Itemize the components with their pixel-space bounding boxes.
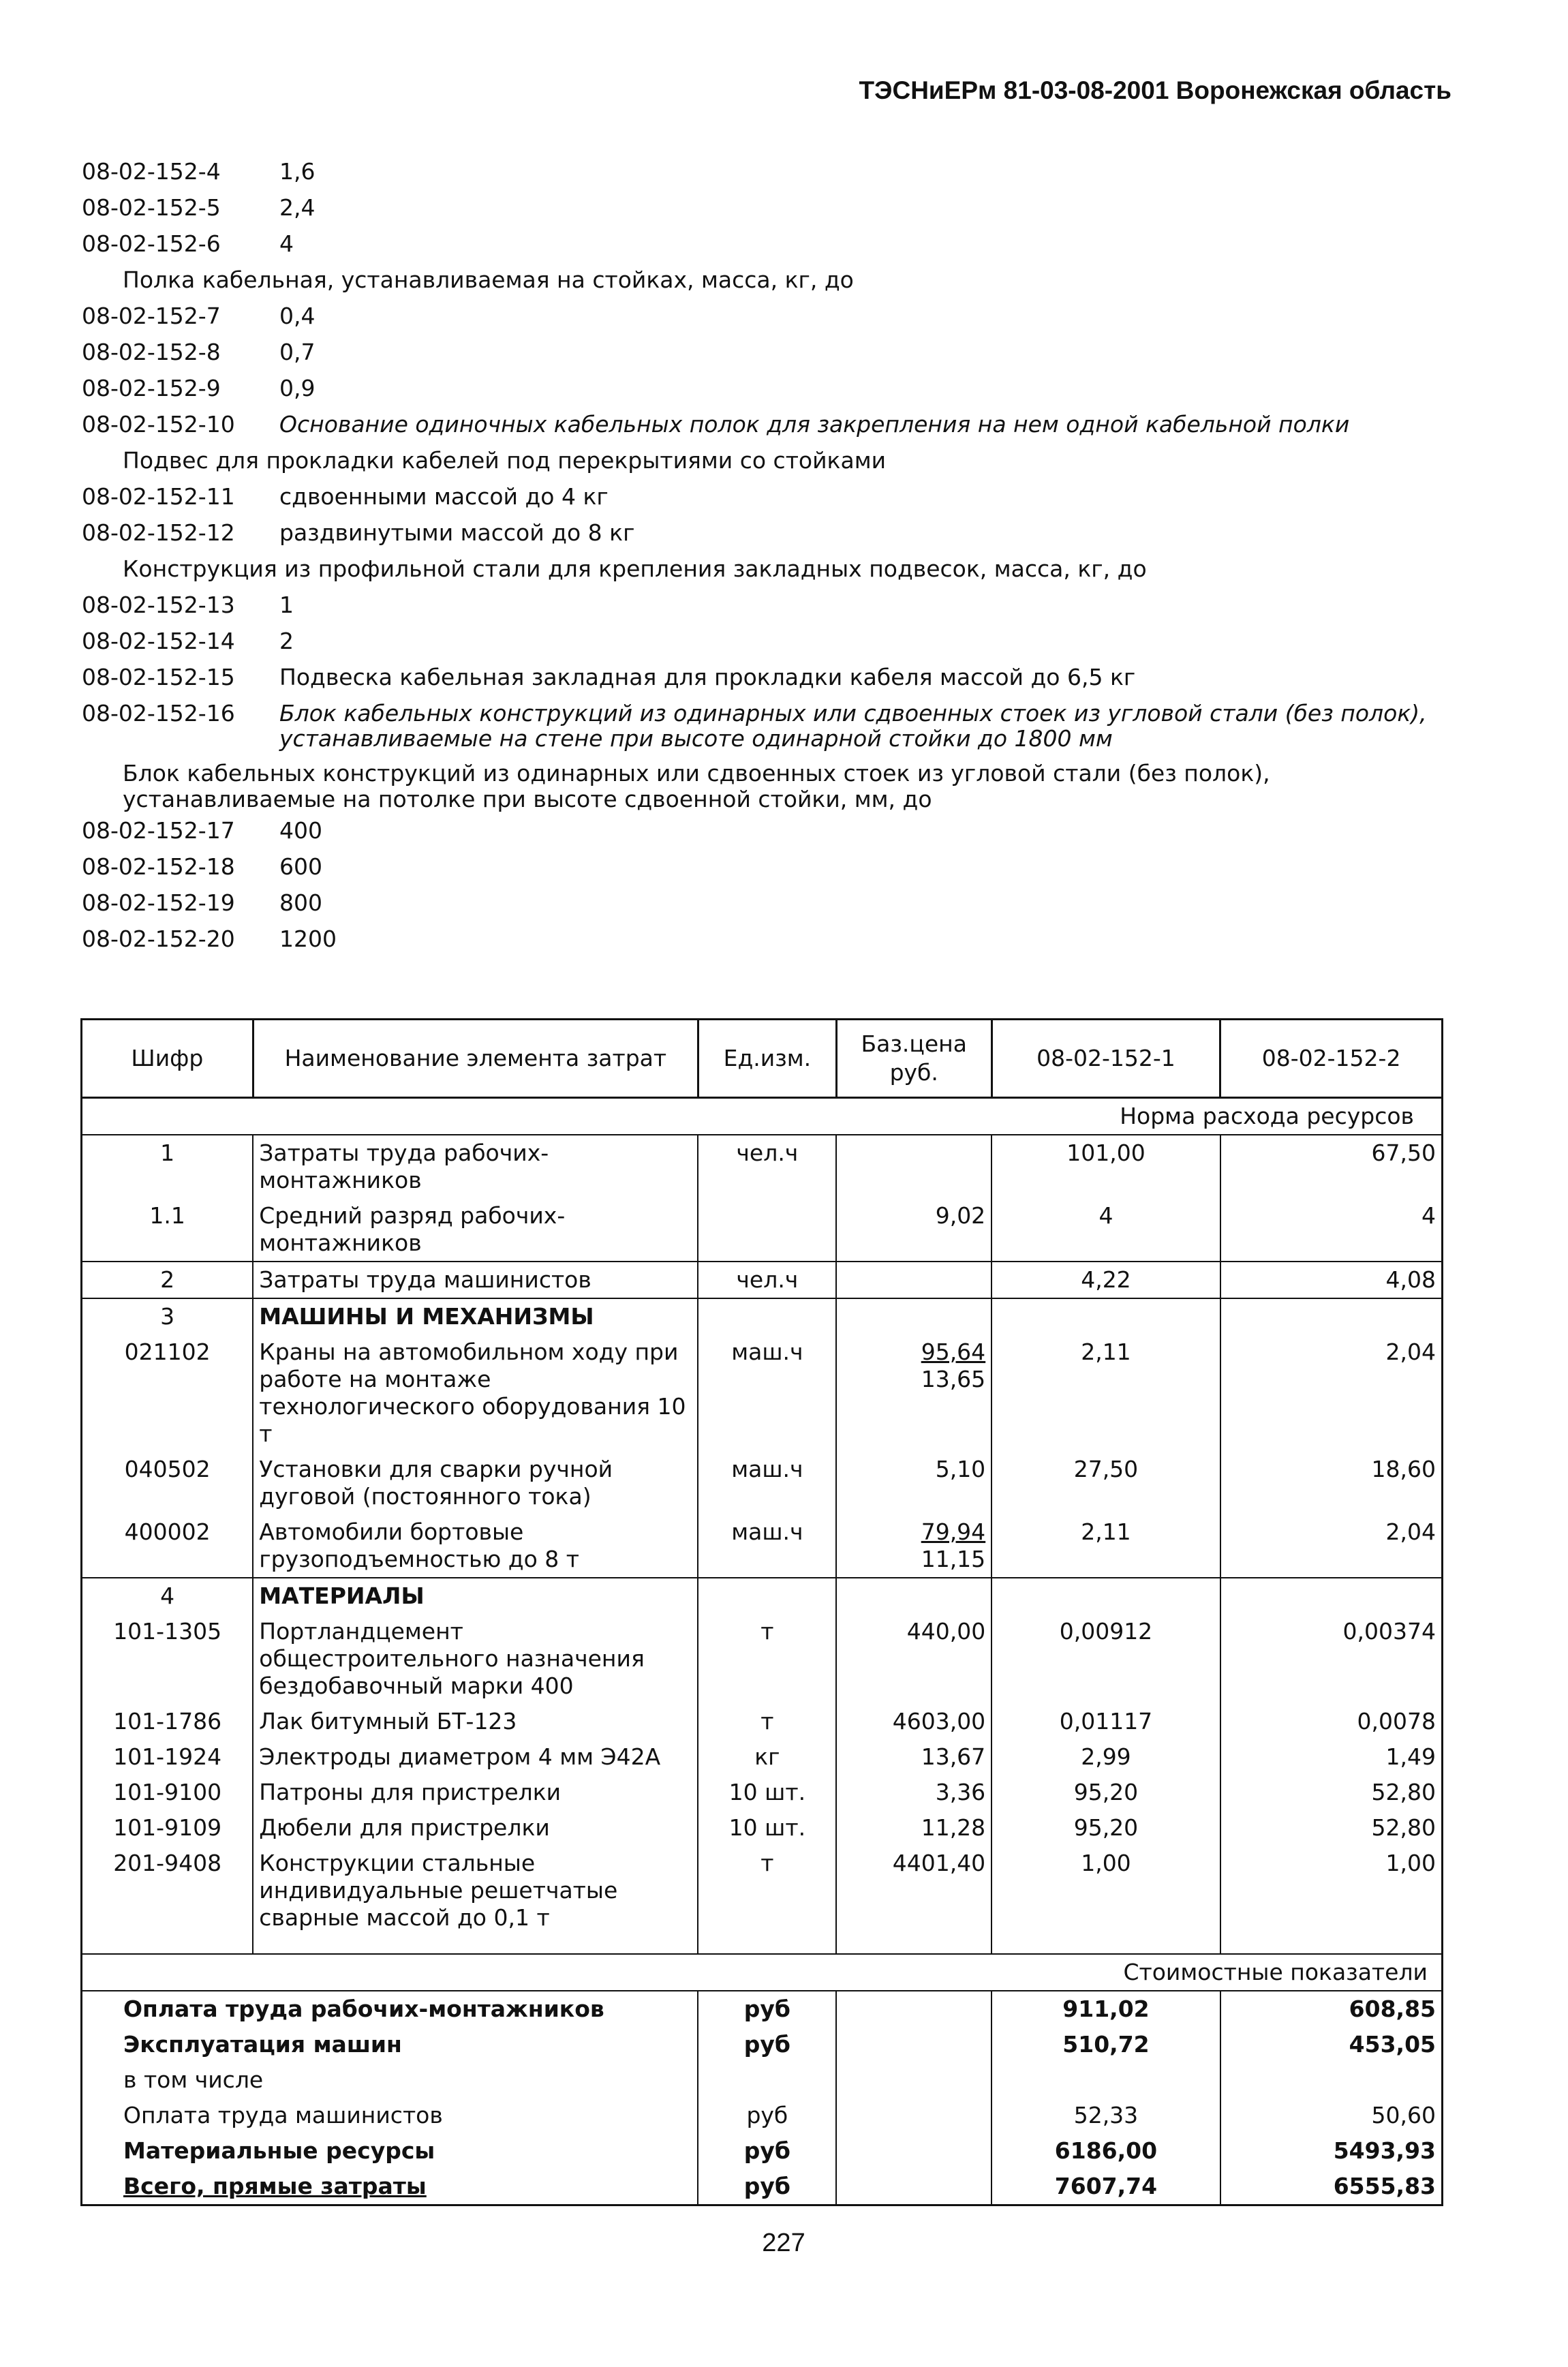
row-value-2: 1,00 (1220, 1846, 1443, 1936)
row-price-value: 9,02 (935, 1202, 986, 1229)
list-item-code: 08-02-152-10 (82, 411, 235, 438)
header-col2: 08-02-152-2 (1220, 1020, 1443, 1098)
summary-unit: руб (698, 2133, 836, 2169)
row-value-1: 4,22 (991, 1262, 1220, 1298)
list-item (82, 153, 1465, 189)
row-value-1: 95,20 (991, 1775, 1220, 1810)
list-item-code: 08-02-152-9 (82, 375, 221, 401)
row-price (836, 1514, 991, 1578)
row-code: 1 (82, 1135, 253, 1198)
row-unit: 10 шт. (698, 1775, 836, 1810)
row-price (836, 1135, 991, 1198)
summary-value-1: 52,33 (991, 2098, 1220, 2133)
row-value-2: 2,04 (1220, 1334, 1443, 1452)
row-code: 4 (82, 1578, 253, 1614)
row-code: 201-9408 (82, 1846, 253, 1936)
table-header-row (82, 1020, 1443, 1098)
summary-value-2: 6555,83 (1220, 2169, 1443, 2205)
page-number: 227 (762, 2229, 805, 2257)
list-item-code: 08-02-152-19 (82, 889, 235, 916)
row-unit: маш.ч (698, 1452, 836, 1514)
summary-label: Оплата труда рабочих-монтажников (82, 1991, 698, 2027)
row-code: 3 (82, 1298, 253, 1334)
row-value-1: 0,01117 (991, 1704, 1220, 1739)
list-item-code: 08-02-152-11 (82, 483, 235, 510)
header-col1: 08-02-152-1 (991, 1020, 1220, 1098)
list-item-text: 800 (279, 889, 322, 916)
cost-label: Стоимостные показатели (82, 1954, 1443, 1991)
summary-label: Оплата труда машинистов (82, 2098, 698, 2133)
list-item-code: 08-02-152-15 (82, 664, 235, 690)
summary-value-1: 6186,00 (991, 2133, 1220, 2169)
summary-unit: руб (698, 2027, 836, 2062)
norm-label: Норма расхода ресурсов (82, 1098, 1443, 1135)
row-price (836, 1846, 991, 1936)
row-unit: т (698, 1846, 836, 1936)
row-value-1: 2,11 (991, 1514, 1220, 1578)
row-code: 021102 (82, 1334, 253, 1452)
summary-row (82, 2169, 1443, 2205)
row-value-1: 95,20 (991, 1810, 1220, 1846)
row-name: Автомобили бортовые грузоподъемностью до 8 т (253, 1514, 698, 1578)
row-value-2: 0,00374 (1220, 1614, 1443, 1704)
summary-row (82, 2098, 1443, 2133)
list-item (82, 334, 1465, 370)
row-unit: т (698, 1614, 836, 1704)
list-item-text: 1200 (279, 926, 337, 952)
header-name: Наименование элемента затрат (253, 1020, 698, 1098)
row-unit: маш.ч (698, 1514, 836, 1578)
row-price-value: 79,94 (921, 1518, 986, 1545)
summary-value-1: 911,02 (991, 1991, 1220, 2027)
document-header: ТЭСНиЕРм 81-03-08-2001 Воронежская область (859, 76, 1451, 104)
summary-price (836, 2098, 991, 2133)
list-item-text: 4 (279, 230, 294, 257)
list-item (82, 587, 1465, 623)
list-item (82, 623, 1465, 659)
list-item-text: 1,6 (279, 158, 316, 185)
list-item (82, 515, 1465, 551)
code-list (82, 153, 1465, 957)
list-item-code: 08-02-152-7 (82, 303, 221, 329)
table-row (82, 1578, 1443, 1614)
table-row (82, 1262, 1443, 1298)
summary-label: Материальные ресурсы (82, 2133, 698, 2169)
list-item (82, 478, 1465, 515)
summary-value-1: 510,72 (991, 2027, 1220, 2062)
row-value-1: 27,50 (991, 1452, 1220, 1514)
row-value-2: 1,49 (1220, 1739, 1443, 1775)
row-unit: кг (698, 1739, 836, 1775)
row-price (836, 1262, 991, 1298)
row-name: МАТЕРИАЛЫ (253, 1578, 698, 1614)
summary-price (836, 2027, 991, 2062)
row-name: Электроды диаметром 4 мм Э42А (253, 1739, 698, 1775)
row-name: Лак битумный БТ-123 (253, 1704, 698, 1739)
row-name: Конструкции стальные индивидуальные решетчатые сварные массой до 0,1 т (253, 1846, 698, 1936)
summary-row (82, 2062, 1443, 2098)
row-value-1: 4 (991, 1198, 1220, 1262)
table-row (82, 1775, 1443, 1810)
summary-unit: руб (698, 2098, 836, 2133)
row-value-2: 0,0078 (1220, 1704, 1443, 1739)
row-price (836, 1775, 991, 1810)
table-row (82, 1810, 1443, 1846)
list-item-text: 600 (279, 853, 322, 880)
table-row (82, 1846, 1443, 1936)
row-price (836, 1739, 991, 1775)
row-code: 101-1305 (82, 1614, 253, 1704)
row-price-value: 4401,40 (892, 1850, 986, 1876)
row-price-value: 95,64 (921, 1339, 986, 1365)
list-item (82, 885, 1465, 921)
list-item (82, 849, 1465, 885)
row-value-1 (991, 1578, 1220, 1614)
row-unit: маш.ч (698, 1334, 836, 1452)
list-item-code: 08-02-152-5 (82, 194, 221, 221)
table-row (82, 1614, 1443, 1704)
list-item-text: Основание одиночных кабельных полок для закрепления на нем одной кабельной полки (279, 411, 1350, 438)
row-name: Средний разряд рабочих-монтажников (253, 1198, 698, 1262)
list-item (82, 812, 1465, 849)
row-price (836, 1810, 991, 1846)
list-item-text: 2,4 (279, 194, 316, 221)
row-value-2 (1220, 1298, 1443, 1334)
list-item-text: раздвинутыми массой до 8 кг (279, 519, 635, 546)
list-item-code: 08-02-152-16 (82, 700, 235, 727)
row-value-2: 4,08 (1220, 1262, 1443, 1298)
row-value-2: 52,80 (1220, 1775, 1443, 1810)
summary-label: в том числе (82, 2062, 698, 2098)
row-code: 101-9100 (82, 1775, 253, 1810)
summary-value-2: 453,05 (1220, 2027, 1443, 2062)
summary-value-2: 5493,93 (1220, 2133, 1443, 2169)
norm-label-row (82, 1098, 1443, 1135)
row-name: Затраты труда рабочих-монтажников (253, 1135, 698, 1198)
row-unit (698, 1298, 836, 1334)
row-value-1 (991, 1298, 1220, 1334)
row-unit: чел.ч (698, 1135, 836, 1198)
row-value-1: 1,00 (991, 1846, 1220, 1936)
header-price: Баз.цена руб. (836, 1020, 991, 1098)
list-heading: Подвес для прокладки кабелей под перекрытиями со стойками (123, 447, 887, 474)
row-code: 400002 (82, 1514, 253, 1578)
list-item-text: сдвоенными массой до 4 кг (279, 483, 609, 510)
list-item-code: 08-02-152-13 (82, 592, 235, 618)
row-name: МАШИНЫ И МЕХАНИЗМЫ (253, 1298, 698, 1334)
row-name: Затраты труда машинистов (253, 1262, 698, 1298)
summary-unit: руб (698, 2169, 836, 2205)
list-item (82, 370, 1465, 406)
list-item-text: 0,4 (279, 303, 316, 329)
row-price-value: 3,36 (935, 1779, 986, 1805)
spacer-cell (1220, 1936, 1443, 1954)
row-price-value: 4603,00 (892, 1708, 986, 1735)
row-unit (698, 1578, 836, 1614)
row-name: Краны на автомобильном ходу при работе на монтаже технологического оборудования 10 т (253, 1334, 698, 1452)
summary-row (82, 2027, 1443, 2062)
row-value-2 (1220, 1578, 1443, 1614)
row-value-2: 52,80 (1220, 1810, 1443, 1846)
list-item-text: 400 (279, 817, 322, 844)
row-value-2: 18,60 (1220, 1452, 1443, 1514)
list-item-code: 08-02-152-12 (82, 519, 235, 546)
summary-price (836, 1991, 991, 2027)
list-item-code: 08-02-152-4 (82, 158, 221, 185)
summary-price (836, 2133, 991, 2169)
table-row (82, 1704, 1443, 1739)
row-name: Установки для сварки ручной дуговой (постоянного тока) (253, 1452, 698, 1514)
list-item-text: 2 (279, 628, 294, 654)
summary-unit: руб (698, 1991, 836, 2027)
row-code: 101-1786 (82, 1704, 253, 1739)
row-price-value: 13,67 (921, 1743, 986, 1770)
row-value-2: 67,50 (1220, 1135, 1443, 1198)
summary-value-1: 7607,74 (991, 2169, 1220, 2205)
list-heading: Полка кабельная, устанавливаемая на стойках, масса, кг, до (123, 266, 854, 293)
list-item-text: Блок кабельных конструкций из одинарных или сдвоенных стоек из угловой стали (без полок), устанавливаемые на стене при высоте одинарной стойки до 1800 мм (279, 700, 1427, 752)
list-item-code: 08-02-152-17 (82, 817, 235, 844)
spacer-cell (991, 1936, 1220, 1954)
row-code: 1.1 (82, 1198, 253, 1262)
table-row (82, 1452, 1443, 1514)
summary-value-2: 50,60 (1220, 2098, 1443, 2133)
spacer-cell (698, 1936, 836, 1954)
list-item (82, 189, 1465, 226)
row-unit: т (698, 1704, 836, 1739)
row-value-1: 101,00 (991, 1135, 1220, 1198)
cost-label-row (82, 1954, 1443, 1991)
row-price-machinist: 13,65 (921, 1366, 986, 1392)
spacer-cell (836, 1936, 991, 1954)
spacer-cell (253, 1936, 698, 1954)
row-price (836, 1334, 991, 1452)
table-row (82, 1739, 1443, 1775)
list-item (82, 921, 1465, 957)
row-code: 2 (82, 1262, 253, 1298)
row-price-machinist: 11,15 (921, 1546, 986, 1572)
list-item (82, 695, 1465, 754)
summary-value-2 (1220, 2062, 1443, 2098)
row-price (836, 1614, 991, 1704)
table-row (82, 1198, 1443, 1262)
row-price (836, 1704, 991, 1739)
resource-table (80, 1018, 1443, 2206)
row-code: 101-1924 (82, 1739, 253, 1775)
row-value-1: 0,00912 (991, 1614, 1220, 1704)
row-value-1: 2,11 (991, 1334, 1220, 1452)
list-item-code: 08-02-152-20 (82, 926, 235, 952)
summary-value-2: 608,85 (1220, 1991, 1443, 2027)
list-item-text: 0,7 (279, 339, 316, 365)
spacer-cell (82, 1936, 253, 1954)
row-value-2: 4 (1220, 1198, 1443, 1262)
table-row (82, 1135, 1443, 1198)
header-unit: Ед.изм. (698, 1020, 836, 1098)
row-price-value: 5,10 (935, 1456, 986, 1482)
list-item (82, 298, 1465, 334)
row-value-2: 2,04 (1220, 1514, 1443, 1578)
row-unit: чел.ч (698, 1262, 836, 1298)
row-price (836, 1298, 991, 1334)
summary-row (82, 1991, 1443, 2027)
summary-price (836, 2062, 991, 2098)
list-item (82, 659, 1465, 695)
list-heading: Блок кабельных конструкций из одинарных или сдвоенных стоек из угловой стали (без полок), устанавливаемые на потолке при высоте сдвоенной стойки, мм, до (123, 760, 1270, 812)
list-item-code: 08-02-152-14 (82, 628, 235, 654)
table-row (82, 1514, 1443, 1578)
list-item-text: 0,9 (279, 375, 316, 401)
row-price (836, 1198, 991, 1262)
row-unit: 10 шт. (698, 1810, 836, 1846)
summary-label: Всего, прямые затраты (82, 2169, 698, 2205)
row-price-value: 440,00 (906, 1618, 986, 1645)
summary-label: Эксплуатация машин (82, 2027, 698, 2062)
row-name: Портландцемент общестроительного назначения бездобавочный марки 400 (253, 1614, 698, 1704)
list-item-text: 1 (279, 592, 294, 618)
table-row (82, 1334, 1443, 1452)
list-item-text: Подвеска кабельная закладная для прокладки кабеля массой до 6,5 кг (279, 664, 1136, 690)
row-price-value: 11,28 (921, 1814, 986, 1841)
row-name: Дюбели для пристрелки (253, 1810, 698, 1846)
row-code: 040502 (82, 1452, 253, 1514)
row-value-1: 2,99 (991, 1739, 1220, 1775)
summary-value-1 (991, 2062, 1220, 2098)
list-heading: Конструкция из профильной стали для крепления закладных подвесок, масса, кг, до (123, 555, 1147, 582)
row-price (836, 1578, 991, 1614)
spacer-row (82, 1936, 1443, 1954)
summary-unit (698, 2062, 836, 2098)
list-item-code: 08-02-152-18 (82, 853, 235, 880)
row-price (836, 1452, 991, 1514)
list-item (82, 226, 1465, 262)
list-item-code: 08-02-152-8 (82, 339, 221, 365)
header-code: Шифр (82, 1020, 253, 1098)
row-unit (698, 1198, 836, 1262)
summary-price (836, 2169, 991, 2205)
row-name: Патроны для пристрелки (253, 1775, 698, 1810)
row-code: 101-9109 (82, 1810, 253, 1846)
table-row (82, 1298, 1443, 1334)
list-item-code: 08-02-152-6 (82, 230, 221, 257)
summary-row (82, 2133, 1443, 2169)
list-item (82, 406, 1465, 442)
